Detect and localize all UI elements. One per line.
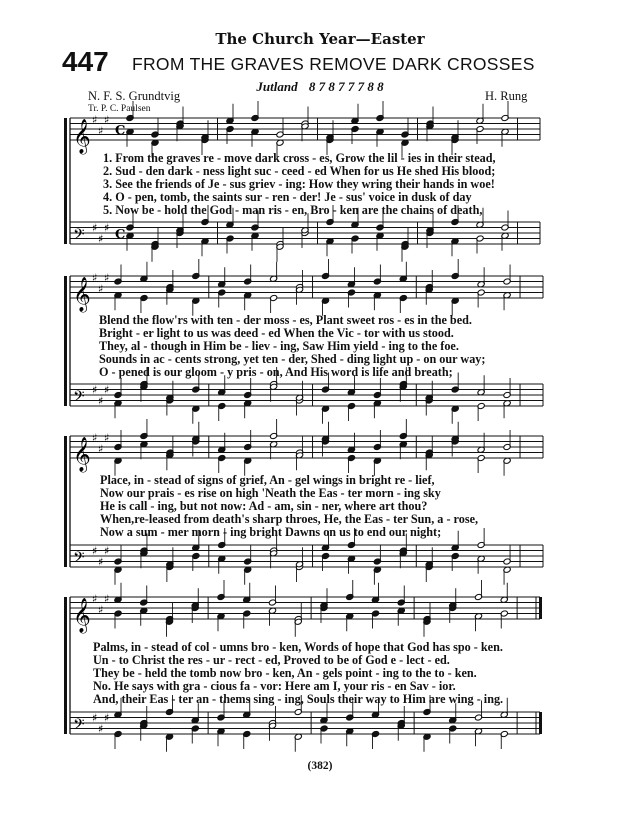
lyric-line: 2. Sud - den dark - ness light suc - ceed - ed When for us He shed His blood;	[103, 164, 496, 178]
svg-text:♯: ♯	[104, 711, 110, 725]
lyric-line: They be - held the tomb now bro - ken, An - gels point - ing to the to - ken.	[93, 666, 477, 680]
translator: Tr. P. C. Paulsen	[88, 104, 151, 114]
svg-text:♯: ♯	[92, 221, 98, 235]
svg-text:𝄞: 𝄞	[73, 437, 91, 472]
svg-text:C: C	[115, 123, 126, 139]
svg-text:♯: ♯	[92, 711, 98, 725]
lyric-line: And, their Eas - ter an - thems sing - ing, Souls their way to Him are wing - ing.	[93, 692, 504, 706]
svg-text:♯: ♯	[98, 124, 104, 138]
page-number: (382)	[307, 760, 333, 772]
lyric-line: He is call - ing, but not now: Ad - am, sin - ner, where art thou?	[100, 499, 428, 513]
svg-text:♯: ♯	[98, 442, 104, 456]
lyric-line: 3. See the friends of Je - sus griev - ing: How they wring their hands in woe!	[103, 177, 495, 191]
author: N. F. S. Grundtvig	[88, 89, 181, 103]
svg-text:♯: ♯	[92, 271, 98, 285]
svg-text:𝄢: 𝄢	[73, 549, 85, 570]
svg-text:♯: ♯	[104, 221, 110, 235]
svg-text:𝄢: 𝄢	[73, 226, 85, 247]
svg-text:♯: ♯	[104, 592, 110, 606]
section-title: The Church Year—Easter	[215, 30, 425, 48]
svg-text:♯: ♯	[92, 592, 98, 606]
svg-text:♯: ♯	[92, 383, 98, 397]
svg-text:♯: ♯	[92, 113, 98, 127]
svg-text:♯: ♯	[98, 282, 104, 296]
composer: H. Rung	[485, 89, 528, 103]
svg-text:♯: ♯	[104, 544, 110, 558]
svg-text:♯: ♯	[104, 431, 110, 445]
svg-text:𝄞: 𝄞	[73, 598, 91, 633]
svg-text:♯: ♯	[104, 271, 110, 285]
svg-text:♯: ♯	[92, 431, 98, 445]
svg-text:𝄢: 𝄢	[73, 388, 85, 409]
lyric-line: Sounds in ac - cents strong, yet ten - der, Shed - ding light up - on our way;	[99, 352, 486, 366]
svg-text:♯: ♯	[98, 603, 104, 617]
svg-text:𝄞: 𝄞	[73, 277, 91, 312]
hymn-number: 447	[62, 46, 109, 77]
hymn-title: FROM THE GRAVES REMOVE DARK CROSSES	[132, 54, 535, 74]
lyric-line: O - pened is our gloom - y pris - on, And His word is life and breath;	[99, 365, 453, 379]
svg-text:𝄢: 𝄢	[73, 716, 85, 737]
svg-text:♯: ♯	[98, 555, 104, 569]
lyric-line: No. He says with gra - cious fa - vor: Here am I, your ris - en Sav - ior.	[93, 679, 456, 693]
svg-text:♯: ♯	[98, 232, 104, 246]
lyric-line: Now a sum - mer morn - ing bright Dawns on us to end our night;	[100, 525, 442, 539]
lyric-line: They, al - though in Him be - liev - ing, Saw Him yield - ing to the foe.	[99, 339, 459, 353]
tune-name: Jutland	[256, 79, 298, 94]
lyric-line: 1. From the graves re - move dark cross - es, Grow the lil - ies in their stead,	[103, 151, 496, 165]
svg-text:♯: ♯	[98, 722, 104, 736]
lyric-line: Blend the flow'rs with ten - der moss - es, Plant sweet ros - es in the bed.	[99, 313, 472, 327]
svg-text:♯: ♯	[104, 383, 110, 397]
lyric-line: 4. O - pen, tomb, the saints sur - ren - der! Je - sus' voice in dusk of day	[103, 190, 472, 204]
lyric-line: When,re-leased from death's sharp throes, He, the Eas - ter Sun, a - rose,	[100, 512, 479, 526]
lyric-line: Now our prais - es rise on high 'Neath the Eas - ter morn - ing sky	[100, 486, 441, 500]
lyric-line: Palms, in - stead of col - umns bro - ken, Words of hope that God has spo - ken.	[93, 640, 503, 654]
svg-text:C: C	[115, 227, 126, 243]
lyric-line: Un - to Christ the res - ur - rect - ed, Proved to be of God e - lect - ed.	[93, 653, 450, 667]
svg-text:♯: ♯	[92, 544, 98, 558]
lyric-line: Bright - er light to us was deed - ed When the Vic - tor with us stood.	[99, 326, 454, 340]
svg-text:𝄞: 𝄞	[73, 119, 91, 154]
lyric-line: Place, in - stead of signs of grief, An - gel wings in bright re - lief,	[100, 473, 435, 487]
svg-text:♯: ♯	[98, 394, 104, 408]
lyric-line: 5. Now be - hold the God - man ris - en, Bro - ken are the chains of death,	[103, 203, 483, 217]
svg-text:♯: ♯	[104, 113, 110, 127]
meter: 8 7 8 7 7 7 8 8	[308, 79, 384, 94]
